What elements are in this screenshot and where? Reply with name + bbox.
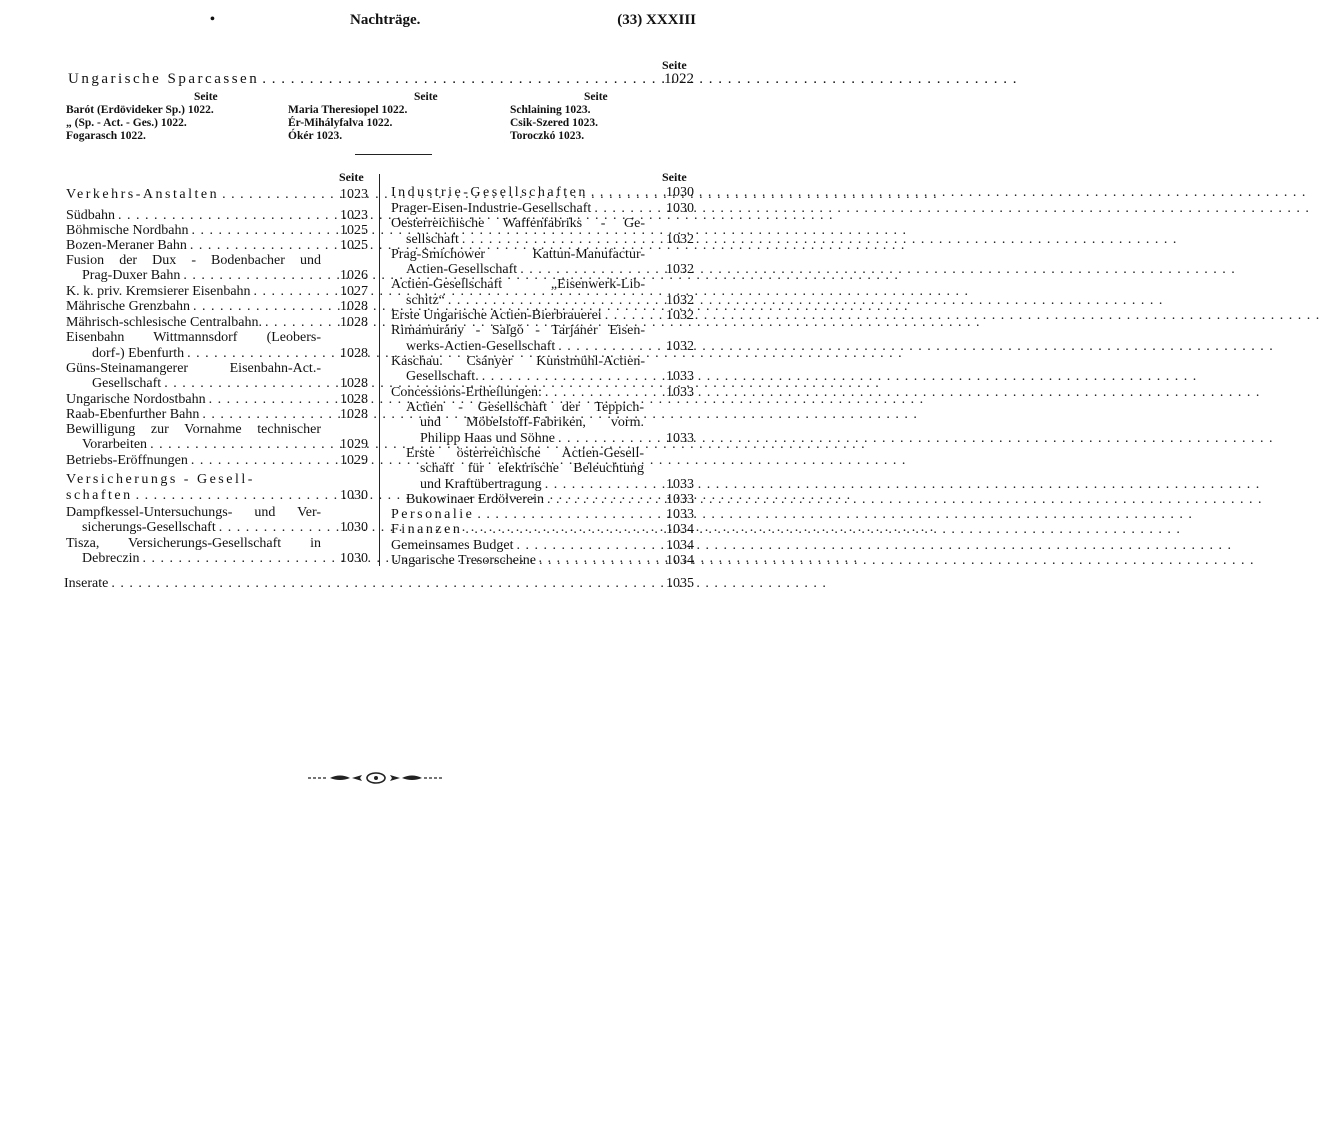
leader-dots bbox=[136, 488, 337, 503]
toc-entry bbox=[391, 553, 694, 568]
entry-title: Debreczin bbox=[82, 551, 140, 566]
header-page-number: (33) XXXIII bbox=[617, 12, 696, 28]
entry-title: Finanzen bbox=[391, 522, 463, 537]
leader-dots bbox=[191, 223, 337, 238]
entry-title: Actien - Gesellschaft der Teppich- bbox=[406, 400, 644, 415]
entry-title: Prag-Smichower Kattun-Manufactur- bbox=[391, 247, 645, 262]
entry-page: 1025 bbox=[340, 238, 368, 253]
leader-dots bbox=[477, 507, 663, 522]
entry-page: 1023 bbox=[340, 208, 368, 223]
entry-title: schitz“ bbox=[406, 293, 445, 308]
left-seite-label: Seite bbox=[339, 170, 364, 184]
toc-entry bbox=[66, 453, 368, 468]
entry-title: Erste Ungarische Actien-Bierbrauerei bbox=[391, 308, 602, 323]
leader-dots bbox=[222, 187, 337, 202]
sparcassen-heading: Ungarische Sparcassen bbox=[68, 71, 260, 87]
leader-dots bbox=[520, 262, 663, 277]
toc-entry bbox=[406, 369, 694, 384]
entry-page: 1030 bbox=[340, 488, 368, 503]
spar-item: Ókér 1023. bbox=[288, 130, 343, 142]
sparcassen-page: 1022 bbox=[664, 71, 694, 87]
entry-title: Raab-Ebenfurther Bahn bbox=[66, 407, 200, 422]
leader-dots bbox=[193, 299, 337, 314]
leader-dots bbox=[262, 72, 661, 87]
running-header bbox=[64, 12, 696, 36]
entry-page: 1028 bbox=[340, 392, 368, 407]
leader-dots bbox=[202, 407, 337, 422]
toc-entry bbox=[66, 187, 368, 202]
entry-title: Rimamurány - Salgó - Tarjáner Eisen- bbox=[391, 323, 645, 338]
leader-dots bbox=[448, 293, 663, 308]
leader-dots bbox=[539, 553, 663, 568]
entry-title: Kaschau. Csányer Kunstmühl-Actien- bbox=[391, 354, 645, 369]
entry-title: werks-Actien-Gesellschaft bbox=[406, 339, 556, 354]
entry-title: Mährisch-schlesische Centralbahn. bbox=[66, 315, 262, 330]
spar-col-header: Seite bbox=[194, 91, 218, 103]
leader-dots bbox=[111, 576, 663, 591]
spar-item: „ (Sp. - Act. - Ges.) 1022. bbox=[66, 117, 187, 129]
entry-page: 1033 bbox=[666, 431, 694, 446]
sparcassen-heading-entry bbox=[68, 72, 694, 87]
entry-page: 1028 bbox=[340, 376, 368, 391]
entry-page: 1033 bbox=[666, 507, 694, 522]
entry-title: Personalie bbox=[391, 507, 475, 522]
leader-dots bbox=[558, 431, 663, 446]
entry-title: sellschaft bbox=[406, 232, 459, 247]
toc-entry bbox=[406, 262, 694, 277]
toc-entry bbox=[391, 507, 694, 522]
leader-dots bbox=[183, 268, 337, 283]
spar-col-header: Seite bbox=[414, 91, 438, 103]
spar-item: Csik-Szered 1023. bbox=[510, 117, 598, 129]
sparcassen-seite-label: Seite bbox=[662, 58, 687, 72]
entry-title: Actien-Gesellschaft „Eisenwerk-Lib- bbox=[391, 277, 645, 292]
right-seite-label: Seite bbox=[662, 170, 687, 184]
entry-page: 1033 bbox=[666, 369, 694, 384]
entry-page: 1033 bbox=[666, 492, 694, 507]
toc-entry bbox=[82, 437, 368, 452]
entry-title: Versicherungs - Gesell- bbox=[66, 472, 255, 487]
spar-item: Schlaining 1023. bbox=[510, 104, 591, 116]
toc-entry bbox=[66, 208, 368, 223]
header-bullet: • bbox=[210, 12, 215, 27]
entry-page: 1028 bbox=[340, 346, 368, 361]
entry-title: schaften bbox=[66, 488, 133, 503]
entry-page: 1035 bbox=[666, 576, 694, 591]
spar-col-header: Seite bbox=[584, 91, 608, 103]
leader-dots bbox=[547, 492, 663, 507]
toc-entry bbox=[82, 551, 368, 566]
entry-title: Oesterreichische Waffenfabriks - Ge- bbox=[391, 216, 645, 231]
entry-page: 1034 bbox=[666, 553, 694, 568]
toc-entry bbox=[82, 520, 368, 535]
entry-title: K. k. priv. Kremsierer Eisenbahn bbox=[66, 284, 251, 299]
toc-entry bbox=[391, 538, 694, 553]
leader-dots bbox=[191, 453, 337, 468]
toc-entry bbox=[66, 284, 368, 299]
toc-entry bbox=[92, 346, 368, 361]
toc-entry bbox=[66, 238, 368, 253]
toc-entry bbox=[406, 232, 694, 247]
entry-title: Concessions-Ertheilungen: bbox=[391, 385, 542, 400]
entry-page: 1033 bbox=[666, 477, 694, 492]
entry-title: Inserate bbox=[64, 576, 109, 591]
leader-dots bbox=[150, 437, 337, 452]
toc-entry bbox=[391, 308, 694, 323]
toc-entry bbox=[391, 522, 694, 537]
leader-dots bbox=[209, 392, 337, 407]
spar-item: Barót (Erdövideker Sp.) 1022. bbox=[66, 104, 214, 116]
entry-title: Prager-Eisen-Industrie-Gesellschaft bbox=[391, 201, 592, 216]
leader-dots bbox=[190, 238, 337, 253]
spar-item: Ér-Mihályfalva 1022. bbox=[288, 117, 393, 129]
toc-entry bbox=[391, 201, 694, 216]
entry-page: 1030 bbox=[666, 201, 694, 216]
entry-page: 1029 bbox=[340, 437, 368, 452]
entry-page: 1032 bbox=[666, 308, 694, 323]
spar-item: Fogarasch 1022. bbox=[66, 130, 146, 142]
toc-entry bbox=[420, 431, 694, 446]
entry-title: schaft für elektrische Beleuchtung bbox=[420, 461, 644, 476]
toc-entry bbox=[92, 376, 368, 391]
leader-dots bbox=[545, 385, 663, 400]
leader-dots bbox=[187, 346, 337, 361]
leader-dots bbox=[462, 232, 663, 247]
entry-title: Bozen-Meraner Bahn bbox=[66, 238, 187, 253]
entry-page: 1032 bbox=[666, 232, 694, 247]
leader-dots bbox=[605, 308, 663, 323]
toc-entry bbox=[391, 185, 694, 200]
entry-title: Bukowinaer Erdölverein bbox=[406, 492, 545, 507]
toc-entry-inserate bbox=[64, 576, 694, 591]
leader-dots bbox=[594, 201, 663, 216]
leader-dots bbox=[558, 339, 663, 354]
entry-title: und Möbelstoff-Fabriken, vorm. bbox=[420, 415, 644, 430]
leader-dots bbox=[516, 538, 663, 553]
entry-title: Ungarische Nordostbahn bbox=[66, 392, 206, 407]
section-divider bbox=[355, 154, 432, 155]
entry-page: 1030 bbox=[666, 185, 694, 200]
spar-item: Maria Theresiopel 1022. bbox=[288, 104, 408, 116]
toc-entry bbox=[420, 477, 694, 492]
entry-title: Actien-Gesellschaft bbox=[406, 262, 518, 277]
entry-page: 1032 bbox=[666, 262, 694, 277]
entry-title: Böhmische Nordbahn bbox=[66, 223, 189, 238]
leader-dots bbox=[265, 315, 337, 330]
toc-entry bbox=[66, 223, 368, 238]
entry-page: 1027 bbox=[340, 284, 368, 299]
entry-page: 1033 bbox=[666, 385, 694, 400]
leader-dots bbox=[591, 185, 663, 200]
toc-entry bbox=[66, 299, 368, 314]
entry-title: Eisenbahn Wittmannsdorf (Leobers- bbox=[66, 330, 321, 345]
entry-page: 1028 bbox=[340, 315, 368, 330]
entry-title: Gesellschaft. bbox=[406, 369, 479, 384]
entry-page: 1026 bbox=[340, 268, 368, 283]
leader-dots bbox=[143, 551, 337, 566]
entry-title: Gesellschaft bbox=[92, 376, 162, 391]
leader-dots bbox=[545, 477, 663, 492]
entry-title: Bewilligung zur Vornahme technischer bbox=[66, 422, 321, 437]
entry-page: 1034 bbox=[666, 538, 694, 553]
entry-page: 1028 bbox=[340, 407, 368, 422]
entry-page: 1030 bbox=[340, 551, 368, 566]
leader-dots bbox=[482, 369, 663, 384]
leader-dots bbox=[118, 208, 337, 223]
entry-title: Güns-Steinamangerer Eisenbahn-Act.- bbox=[66, 361, 321, 376]
toc-entry bbox=[406, 339, 694, 354]
entry-title: Prag-Duxer Bahn bbox=[82, 268, 181, 283]
entry-page: 1029 bbox=[340, 453, 368, 468]
entry-title: Industrie-Gesellschaften bbox=[391, 185, 588, 200]
entry-title: sicherungs-Gesellschaft bbox=[82, 520, 216, 535]
header-title: Nachträge. bbox=[350, 12, 421, 28]
entry-title: Fusion der Dux - Bodenbacher und bbox=[66, 253, 321, 268]
entry-page: 1032 bbox=[666, 293, 694, 308]
entry-page: 1023 bbox=[340, 187, 368, 202]
entry-title: Dampfkessel-Untersuchungs- und Ver- bbox=[66, 505, 321, 520]
entry-page: 1034 bbox=[666, 522, 694, 537]
entry-title: und Kraftübertragung bbox=[420, 477, 542, 492]
toc-entry bbox=[391, 385, 694, 400]
entry-title: Vorarbeiten bbox=[82, 437, 148, 452]
entry-title: Tisza, Versicherungs-Gesellschaft in bbox=[66, 536, 321, 551]
toc-entry bbox=[406, 492, 694, 507]
entry-title: Gemeinsames Budget bbox=[391, 538, 514, 553]
toc-entry bbox=[66, 392, 368, 407]
entry-title: Betriebs-Eröffnungen bbox=[66, 453, 188, 468]
entry-title: Erste österreichische Actien-Gesell- bbox=[406, 446, 644, 461]
leader-dots bbox=[254, 284, 337, 299]
entry-page: 1028 bbox=[340, 299, 368, 314]
leader-dots bbox=[465, 522, 663, 537]
ornament-divider-icon bbox=[306, 770, 446, 786]
leader-dots bbox=[164, 376, 337, 391]
entry-title: Mährische Grenzbahn bbox=[66, 299, 191, 314]
entry-title: Ungarische Tresorscheine bbox=[391, 553, 537, 568]
entry-title: Philipp Haas und Söhne bbox=[420, 431, 555, 446]
entry-title: Verkehrs-Anstalten bbox=[66, 187, 220, 202]
toc-entry bbox=[66, 488, 368, 503]
entry-title: Südbahn bbox=[66, 208, 115, 223]
toc-entry bbox=[406, 293, 694, 308]
entry-title: dorf-) Ebenfurth bbox=[92, 346, 185, 361]
entry-page: 1030 bbox=[340, 520, 368, 535]
leader-dots bbox=[219, 520, 337, 535]
toc-entry bbox=[66, 315, 368, 330]
entry-page: 1025 bbox=[340, 223, 368, 238]
spar-item: Toroczkó 1023. bbox=[510, 130, 585, 142]
entry-page: 1032 bbox=[666, 339, 694, 354]
toc-entry bbox=[66, 407, 368, 422]
toc-entry bbox=[82, 268, 368, 283]
